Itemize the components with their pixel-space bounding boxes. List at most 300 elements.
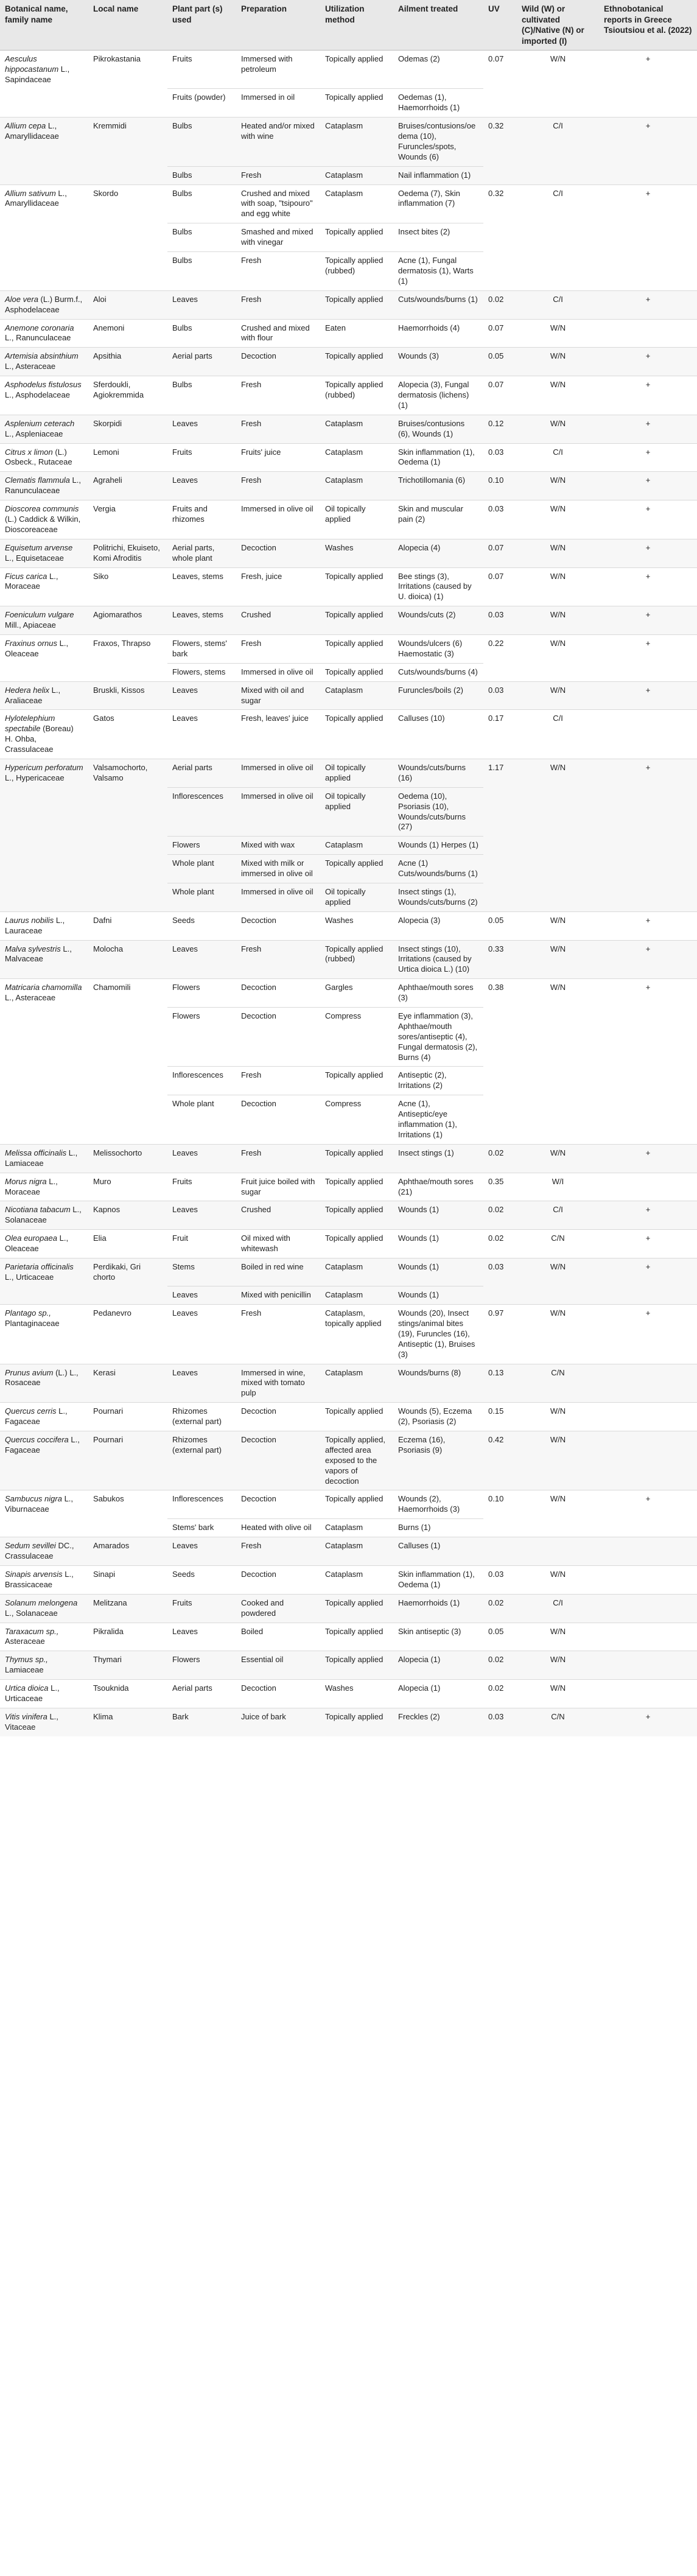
uv-cell: 0.15 xyxy=(483,1403,517,1431)
botanical-name-cell xyxy=(0,1173,88,1201)
utilization-method-cell: Oil topically applied xyxy=(320,500,393,539)
ethnobotanical-report-cell: + xyxy=(599,539,697,567)
botanical-name-cell xyxy=(0,837,88,855)
ailment-cell: Wounds (1) xyxy=(393,1201,483,1230)
wild-cultivated-cell: W/N xyxy=(517,1305,599,1364)
ailment-cell: Aphthae/mouth sores (3) xyxy=(393,979,483,1008)
botanical-name-cell xyxy=(0,1230,88,1258)
local-name-cell: Vergia xyxy=(88,500,167,539)
table-row xyxy=(0,1565,697,1594)
ethnobotanical-report-cell: + xyxy=(599,567,697,606)
author-family: (L.) Burm.f., Asphodelaceae xyxy=(5,294,83,314)
preparation-cell: Immersed in olive oil xyxy=(236,787,320,837)
preparation-cell: Fresh xyxy=(236,415,320,443)
uv-cell: 0.12 xyxy=(483,415,517,443)
uv-cell xyxy=(483,1286,517,1305)
table-row xyxy=(0,1067,697,1095)
wild-cultivated-cell: W/N xyxy=(517,1623,599,1651)
preparation-cell: Fresh xyxy=(236,1067,320,1095)
utilization-method-cell: Cataplasm xyxy=(320,443,393,472)
author-family: L., Solanaceae xyxy=(5,1205,82,1225)
local-name-cell: Skorpidi xyxy=(88,415,167,443)
uv-cell: 0.10 xyxy=(483,472,517,500)
ailment-cell: Trichotillomania (6) xyxy=(393,472,483,500)
table-row xyxy=(0,1095,697,1145)
utilization-method-cell: Oil topically applied xyxy=(320,787,393,837)
wild-cultivated-cell: W/N xyxy=(517,759,599,788)
ethnobotanical-report-cell: + xyxy=(599,415,697,443)
author-family: L., Amaryllidaceae xyxy=(5,121,59,141)
ethnobotanical-report-cell xyxy=(599,89,697,118)
utilization-method-cell: Topically applied (rubbed) xyxy=(320,376,393,415)
uv-cell: 0.10 xyxy=(483,1490,517,1519)
scientific-name: Laurus nobilis xyxy=(5,915,54,925)
ethnobotanical-report-cell: + xyxy=(599,443,697,472)
preparation-cell: Boiled xyxy=(236,1623,320,1651)
plant-part-cell: Whole plant xyxy=(167,1095,236,1145)
plant-part-cell: Fruits xyxy=(167,1173,236,1201)
local-name-cell xyxy=(88,1286,167,1305)
preparation-cell: Immersed in oil xyxy=(236,89,320,118)
plant-part-cell: Leaves xyxy=(167,1286,236,1305)
botanical-name-cell xyxy=(0,1708,88,1736)
ailment-cell: Antiseptic (2), Irritations (2) xyxy=(393,1067,483,1095)
author-family: L., Hypericaceae xyxy=(5,773,65,782)
plant-part-cell: Leaves xyxy=(167,472,236,500)
botanical-name-cell xyxy=(0,51,88,89)
wild-cultivated-cell: W/I xyxy=(517,1173,599,1201)
preparation-cell: Decoction xyxy=(236,1431,320,1490)
scientific-name: Olea europaea xyxy=(5,1234,58,1243)
plant-part-cell: Bark xyxy=(167,1708,236,1736)
botanical-name-cell xyxy=(0,1594,88,1623)
ethnobotanical-report-cell xyxy=(599,855,697,883)
table-row xyxy=(0,606,697,635)
ethnobotanical-report-cell: + xyxy=(599,1708,697,1736)
table-row xyxy=(0,759,697,788)
uv-cell xyxy=(483,252,517,291)
utilization-method-cell: Topically applied xyxy=(320,1594,393,1623)
scientific-name: Melissa officinalis xyxy=(5,1148,67,1157)
uv-cell: 1.17 xyxy=(483,759,517,788)
uv-cell xyxy=(483,166,517,184)
local-name-cell: Gatos xyxy=(88,710,167,759)
ailment-cell: Nail inflammation (1) xyxy=(393,166,483,184)
utilization-method-cell: Compress xyxy=(320,1095,393,1145)
preparation-cell: Smashed and mixed with vinegar xyxy=(236,223,320,252)
uv-cell: 0.32 xyxy=(483,118,517,167)
botanical-name-cell xyxy=(0,634,88,663)
ailment-cell: Haemorrhoids (4) xyxy=(393,319,483,348)
ethnobotanical-report-cell: + xyxy=(599,1230,697,1258)
wild-cultivated-cell xyxy=(517,223,599,252)
ethnobotanical-report-cell xyxy=(599,883,697,912)
botanical-name-cell xyxy=(0,855,88,883)
ethnobotanical-report-cell: + xyxy=(599,472,697,500)
plant-part-cell: Leaves xyxy=(167,940,236,979)
botanical-name-cell xyxy=(0,663,88,681)
botanical-name-cell xyxy=(0,606,88,635)
table-row xyxy=(0,348,697,376)
uv-cell: 0.03 xyxy=(483,681,517,710)
ethnobotanical-report-cell xyxy=(599,1286,697,1305)
plant-part-cell: Whole plant xyxy=(167,883,236,912)
uv-cell: 0.35 xyxy=(483,1173,517,1201)
scientific-name: Prunus avium xyxy=(5,1367,54,1377)
preparation-cell: Crushed and mixed with soap, "tsipouro" and egg white xyxy=(236,184,320,223)
table-row xyxy=(0,118,697,167)
table-row xyxy=(0,1519,697,1537)
header-wild-cultivated: Wild (W) or cultivated (C)/Native (N) or imported (I) xyxy=(517,0,599,51)
table-row xyxy=(0,472,697,500)
ailment-cell: Alopecia (3) xyxy=(393,911,483,940)
plant-part-cell: Stems' bark xyxy=(167,1519,236,1537)
preparation-cell: Crushed and mixed with flour xyxy=(236,319,320,348)
author-family: L., Brassicaceae xyxy=(5,1569,74,1589)
utilization-method-cell: Topically applied xyxy=(320,1173,393,1201)
ethnobotanical-report-cell: + xyxy=(599,118,697,167)
utilization-method-cell: Cataplasm xyxy=(320,681,393,710)
table-row xyxy=(0,1680,697,1708)
botanical-name-cell xyxy=(0,319,88,348)
preparation-cell: Fresh, leaves' juice xyxy=(236,710,320,759)
utilization-method-cell: Topically applied xyxy=(320,663,393,681)
ethnobotanical-report-cell xyxy=(599,1680,697,1708)
table-row xyxy=(0,940,697,979)
botanical-name-cell xyxy=(0,1201,88,1230)
table-header xyxy=(0,0,697,51)
botanical-name-cell xyxy=(0,1144,88,1173)
author-family: (Boreau) H. Ohba, Crassulaceae xyxy=(5,724,74,754)
wild-cultivated-cell xyxy=(517,787,599,837)
wild-cultivated-cell: W/N xyxy=(517,500,599,539)
header-plant-part: Plant part (s) used xyxy=(167,0,236,51)
botanical-name-cell xyxy=(0,118,88,167)
plant-part-cell: Bulbs xyxy=(167,252,236,291)
table-row xyxy=(0,837,697,855)
local-name-cell: Sinapi xyxy=(88,1565,167,1594)
ailment-cell: Calluses (10) xyxy=(393,710,483,759)
ethnobotanical-report-cell xyxy=(599,1519,697,1537)
table-row xyxy=(0,1651,697,1680)
ailment-cell: Odemas (2) xyxy=(393,51,483,89)
scientific-name: Urtica dioica xyxy=(5,1683,49,1693)
local-name-cell: Skordo xyxy=(88,184,167,223)
ethnobotanical-report-cell: + xyxy=(599,376,697,415)
preparation-cell: Fruits' juice xyxy=(236,443,320,472)
table-row xyxy=(0,1286,697,1305)
author-family: (L.) L., Rosaceae xyxy=(5,1367,79,1388)
scientific-name: Quercus cerris xyxy=(5,1406,57,1416)
plant-part-cell: Flowers, stems xyxy=(167,663,236,681)
author-family: Asteraceae xyxy=(5,1637,45,1646)
botanical-name-cell xyxy=(0,940,88,979)
preparation-cell: Decoction xyxy=(236,1490,320,1519)
uv-cell: 0.13 xyxy=(483,1364,517,1403)
uv-cell: 0.33 xyxy=(483,940,517,979)
local-name-cell: Siko xyxy=(88,567,167,606)
utilization-method-cell: Cataplasm xyxy=(320,472,393,500)
uv-cell: 0.03 xyxy=(483,500,517,539)
botanical-name-cell xyxy=(0,500,88,539)
table-row xyxy=(0,1230,697,1258)
ethnobotanical-report-cell xyxy=(599,1565,697,1594)
wild-cultivated-cell: W/N xyxy=(517,539,599,567)
local-name-cell: Apsithia xyxy=(88,348,167,376)
author-family: DC., Crassulaceae xyxy=(5,1541,74,1561)
ethnobotanical-report-cell: + xyxy=(599,681,697,710)
preparation-cell: Immersed in wine, mixed with tomato pulp xyxy=(236,1364,320,1403)
author-family: Plantaginaceae xyxy=(5,1319,60,1328)
table-row xyxy=(0,911,697,940)
wild-cultivated-cell: W/N xyxy=(517,1431,599,1490)
utilization-method-cell: Topically applied xyxy=(320,1230,393,1258)
ailment-cell: Insect stings (1) xyxy=(393,1144,483,1173)
plant-part-cell: Leaves xyxy=(167,415,236,443)
botanical-name-cell xyxy=(0,443,88,472)
utilization-method-cell: Topically applied xyxy=(320,223,393,252)
author-family: L., Moraceae xyxy=(5,571,58,591)
uv-cell xyxy=(483,1067,517,1095)
ailment-cell: Cuts/wounds/burns (4) xyxy=(393,663,483,681)
author-family: L., Ranunculaceae xyxy=(5,476,81,496)
preparation-cell: Juice of bark xyxy=(236,1708,320,1736)
local-name-cell xyxy=(88,1067,167,1095)
uv-cell: 0.97 xyxy=(483,1305,517,1364)
wild-cultivated-cell: C/I xyxy=(517,443,599,472)
utilization-method-cell: Topically applied xyxy=(320,855,393,883)
scientific-name: Fraxinus ornus xyxy=(5,638,57,648)
utilization-method-cell: Topically applied xyxy=(320,1708,393,1736)
table-row xyxy=(0,89,697,118)
preparation-cell: Fresh xyxy=(236,1144,320,1173)
ethnobotanical-report-cell: + xyxy=(599,1201,697,1230)
plant-part-cell: Fruits xyxy=(167,1594,236,1623)
botanical-name-cell xyxy=(0,710,88,759)
botanical-name-cell xyxy=(0,1258,88,1286)
ailment-cell: Oedema (7), Skin inflammation (7) xyxy=(393,184,483,223)
wild-cultivated-cell: W/N xyxy=(517,415,599,443)
wild-cultivated-cell xyxy=(517,837,599,855)
botanical-name-cell xyxy=(0,348,88,376)
author-family: L., Ranunculaceae xyxy=(5,333,71,343)
ethnobotanical-report-cell: + xyxy=(599,606,697,635)
plant-part-cell: Fruit xyxy=(167,1230,236,1258)
utilization-method-cell: Compress xyxy=(320,1008,393,1067)
ethnobotanical-report-cell xyxy=(599,166,697,184)
uv-cell: 0.05 xyxy=(483,911,517,940)
plant-part-cell: Fruits xyxy=(167,443,236,472)
botanical-name-cell xyxy=(0,1403,88,1431)
table-row xyxy=(0,1364,697,1403)
scientific-name: Clematis flammula xyxy=(5,476,70,485)
ailment-cell: Skin inflammation (1), Oedema (1) xyxy=(393,1565,483,1594)
ailment-cell: Acne (1), Antiseptic/eye inflammation (1), Irritations (1) xyxy=(393,1095,483,1145)
plant-part-cell: Flowers, stems' bark xyxy=(167,634,236,663)
table-row xyxy=(0,166,697,184)
author-family: L., Araliaceae xyxy=(5,685,61,705)
plant-part-cell: Bulbs xyxy=(167,223,236,252)
utilization-method-cell: Topically applied xyxy=(320,634,393,663)
local-name-cell: Bruskli, Kissos xyxy=(88,681,167,710)
utilization-method-cell: Cataplasm, topically applied xyxy=(320,1305,393,1364)
local-name-cell: Kapnos xyxy=(88,1201,167,1230)
table-row xyxy=(0,1490,697,1519)
ailment-cell: Wounds (1) xyxy=(393,1258,483,1286)
preparation-cell: Fruit juice boiled with sugar xyxy=(236,1173,320,1201)
preparation-cell: Fresh xyxy=(236,1537,320,1566)
preparation-cell: Fresh xyxy=(236,472,320,500)
ethnobotanical-report-cell xyxy=(599,319,697,348)
botanical-name-cell xyxy=(0,1286,88,1305)
preparation-cell: Mixed with oil and sugar xyxy=(236,681,320,710)
preparation-cell: Heated with olive oil xyxy=(236,1519,320,1537)
preparation-cell: Crushed xyxy=(236,606,320,635)
ethnobotanical-report-cell: + xyxy=(599,51,697,89)
botanical-name-cell xyxy=(0,1519,88,1537)
ailment-cell: Bee stings (3), Irritations (caused by U. dioica) (1) xyxy=(393,567,483,606)
ailment-cell: Wounds (1) xyxy=(393,1286,483,1305)
wild-cultivated-cell: C/N xyxy=(517,1364,599,1403)
wild-cultivated-cell: W/N xyxy=(517,911,599,940)
preparation-cell: Cooked and powdered xyxy=(236,1594,320,1623)
scientific-name: Citrus x limon xyxy=(5,447,53,457)
wild-cultivated-cell xyxy=(517,1067,599,1095)
ethnobotanical-report-cell: + xyxy=(599,634,697,663)
ailment-cell: Burns (1) xyxy=(393,1519,483,1537)
botanical-name-cell xyxy=(0,911,88,940)
table-row xyxy=(0,1305,697,1364)
preparation-cell: Decoction xyxy=(236,348,320,376)
utilization-method-cell: Cataplasm xyxy=(320,1258,393,1286)
author-family: L., Sapindaceae xyxy=(5,65,70,84)
ethnobotanical-report-cell xyxy=(599,787,697,837)
ailment-cell: Skin inflammation (1), Oedema (1) xyxy=(393,443,483,472)
plant-part-cell: Aerial parts xyxy=(167,759,236,788)
table-row xyxy=(0,1144,697,1173)
wild-cultivated-cell: W/N xyxy=(517,634,599,663)
local-name-cell: Pikralida xyxy=(88,1623,167,1651)
utilization-method-cell: Eaten xyxy=(320,319,393,348)
table-row xyxy=(0,1201,697,1230)
scientific-name: Hypericum perforatum xyxy=(5,763,83,772)
plant-part-cell: Inflorescences xyxy=(167,787,236,837)
plant-part-cell: Whole plant xyxy=(167,855,236,883)
plant-part-cell: Seeds xyxy=(167,911,236,940)
uv-cell: 0.03 xyxy=(483,1708,517,1736)
plant-part-cell: Flowers xyxy=(167,837,236,855)
header-ethnobotanical-reports: Ethnobotanical reports in Greece Tsioutsiou et al. (2022) xyxy=(599,0,697,51)
local-name-cell: Pikrokastania xyxy=(88,51,167,89)
ethnobotanical-report-cell xyxy=(599,223,697,252)
utilization-method-cell: Cataplasm xyxy=(320,1519,393,1537)
preparation-cell: Decoction xyxy=(236,911,320,940)
local-name-cell: Sabukos xyxy=(88,1490,167,1519)
plant-part-cell: Stems xyxy=(167,1258,236,1286)
wild-cultivated-cell: C/I xyxy=(517,118,599,167)
ailment-cell: Acne (1), Fungal dermatosis (1), Warts (1) xyxy=(393,252,483,291)
utilization-method-cell: Topically applied (rubbed) xyxy=(320,940,393,979)
table-row xyxy=(0,855,697,883)
scientific-name: Sinapis arvensis xyxy=(5,1569,63,1579)
ethnobotanical-report-cell: + xyxy=(599,184,697,223)
local-name-cell xyxy=(88,855,167,883)
utilization-method-cell: Cataplasm xyxy=(320,166,393,184)
table-row xyxy=(0,376,697,415)
ailment-cell: Bruises/contusions/oedema (10), Furuncles/spots, Wounds (6) xyxy=(393,118,483,167)
utilization-method-cell: Cataplasm xyxy=(320,1565,393,1594)
wild-cultivated-cell xyxy=(517,1095,599,1145)
ethnobotanical-report-cell xyxy=(599,663,697,681)
scientific-name: Allium sativum xyxy=(5,188,56,198)
table-row xyxy=(0,663,697,681)
utilization-method-cell: Topically applied xyxy=(320,290,393,319)
preparation-cell: Immersed in olive oil xyxy=(236,759,320,788)
utilization-method-cell: Cataplasm xyxy=(320,1364,393,1403)
preparation-cell: Fresh xyxy=(236,166,320,184)
wild-cultivated-cell xyxy=(517,89,599,118)
wild-cultivated-cell: W/N xyxy=(517,1680,599,1708)
ailment-cell: Alopecia (4) xyxy=(393,539,483,567)
botanical-name-cell xyxy=(0,1095,88,1145)
author-family: L., Urticaceae xyxy=(5,1272,54,1282)
wild-cultivated-cell: C/I xyxy=(517,1594,599,1623)
local-name-cell xyxy=(88,1095,167,1145)
wild-cultivated-cell: C/I xyxy=(517,710,599,759)
preparation-cell: Fresh xyxy=(236,252,320,291)
preparation-cell: Fresh xyxy=(236,1305,320,1364)
ailment-cell: Oedemas (1), Haemorrhoids (1) xyxy=(393,89,483,118)
wild-cultivated-cell: C/I xyxy=(517,290,599,319)
scientific-name: Aloe vera xyxy=(5,294,38,304)
uv-cell: 0.05 xyxy=(483,348,517,376)
local-name-cell: Aloi xyxy=(88,290,167,319)
preparation-cell: Mixed with wax xyxy=(236,837,320,855)
author-family: Lamiaceae xyxy=(5,1665,44,1675)
uv-cell: 0.03 xyxy=(483,1258,517,1286)
uv-cell: 0.02 xyxy=(483,1144,517,1173)
scientific-name: Morus nigra xyxy=(5,1176,47,1186)
botanical-name-cell xyxy=(0,681,88,710)
wild-cultivated-cell: C/I xyxy=(517,1201,599,1230)
table-row xyxy=(0,634,697,663)
ethnobotanical-report-cell xyxy=(599,1594,697,1623)
botanical-name-cell xyxy=(0,1008,88,1067)
scientific-name: Foeniculum vulgare xyxy=(5,610,74,620)
preparation-cell: Immersed with petroleum xyxy=(236,51,320,89)
local-name-cell: Kremmidi xyxy=(88,118,167,167)
plant-part-cell: Aerial parts xyxy=(167,348,236,376)
ethnobotanical-report-cell xyxy=(599,252,697,291)
uv-cell: 0.07 xyxy=(483,51,517,89)
plant-part-cell: Leaves xyxy=(167,1364,236,1403)
botanical-name-cell xyxy=(0,1680,88,1708)
wild-cultivated-cell xyxy=(517,252,599,291)
local-name-cell: Perdikaki, Gri chorto xyxy=(88,1258,167,1286)
ethnobotanical-report-cell: + xyxy=(599,979,697,1008)
preparation-cell: Immersed in olive oil xyxy=(236,883,320,912)
table-row xyxy=(0,1537,697,1566)
ailment-cell: Wounds (5), Eczema (2), Psoriasis (2) xyxy=(393,1403,483,1431)
uv-cell: 0.07 xyxy=(483,376,517,415)
local-name-cell: Melissochorto xyxy=(88,1144,167,1173)
local-name-cell: Anemoni xyxy=(88,319,167,348)
preparation-cell: Immersed in olive oil xyxy=(236,500,320,539)
utilization-method-cell: Topically applied xyxy=(320,567,393,606)
plant-part-cell: Flowers xyxy=(167,1651,236,1680)
botanical-name-cell xyxy=(0,415,88,443)
preparation-cell: Fresh, juice xyxy=(236,567,320,606)
